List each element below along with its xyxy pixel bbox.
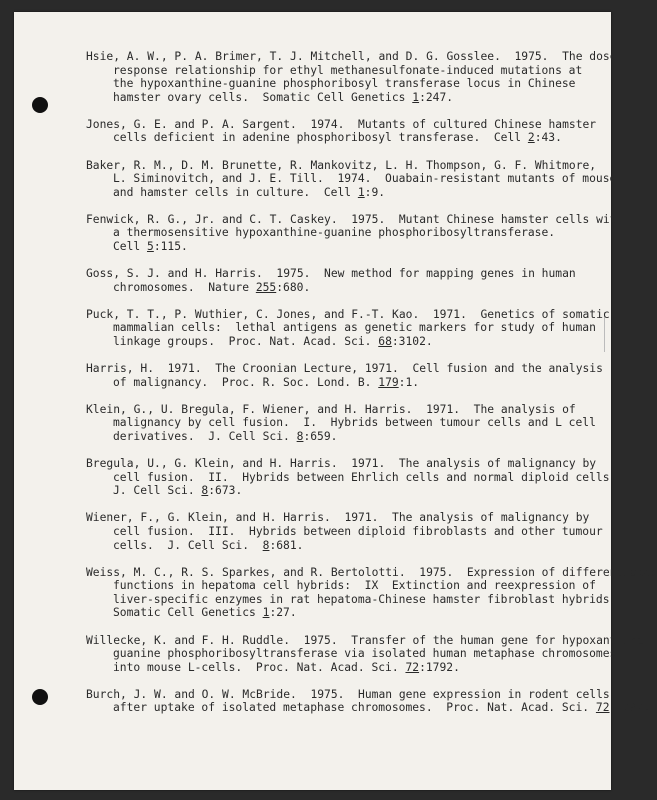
reference-text: L. Siminovitch, and J. E. Till. 1974. Ouabain-resistant mutants of mouse (113, 172, 617, 186)
reference-line (86, 267, 601, 281)
volume-number: 1 (262, 606, 270, 620)
reference-text: cells deficient in adenine phosphoribosyl transferase. Cell (113, 131, 528, 145)
reference-line (86, 403, 601, 417)
reference-line (86, 64, 601, 78)
reference-text: Klein, G., U. Bregula, F. Wiener, and H. Harris. 1971. The analysis of (86, 402, 576, 416)
reference-text: into mouse L-cells. Proc. Nat. Acad. Sci. (113, 660, 406, 674)
reference-line (86, 376, 601, 390)
reference-text: Goss, S. J. and H. Harris. 1975. New method for mapping genes in human (86, 267, 576, 281)
reference-text: :247. (419, 90, 454, 104)
document-page (14, 12, 657, 790)
reference-entry (86, 511, 601, 552)
reference-line (86, 430, 601, 444)
reference-text: Wiener, F., G. Klein, and H. Harris. 1971. The analysis of malignancy by (86, 511, 590, 525)
punch-hole-bottom (32, 689, 48, 705)
reference-text: Baker, R. M., D. M. Brunette, R. Mankovitz, L. H. Thompson, G. F. Whitmore, (86, 158, 597, 172)
reference-text: :1. (398, 375, 420, 389)
reference-line (86, 321, 601, 335)
reference-entry (86, 118, 601, 145)
punch-hole-top (32, 97, 48, 113)
reference-text: Willecke, K. and F. H. Ruddle. 1975. Transfer of the human gene for hypoxanthine- (86, 633, 651, 647)
reference-text: Bregula, U., G. Klein, and H. Harris. 1971. The analysis of malignancy by (86, 457, 597, 471)
reference-entry (86, 267, 601, 294)
reference-line (86, 281, 601, 295)
reference-text: Fenwick, R. G., Jr. and C. T. Caskey. 1975. Mutant Chinese hamster cells with (86, 212, 624, 226)
reference-text: Jones, G. E. and P. A. Sargent. 1974. Mutants of cultured Chinese hamster (86, 117, 597, 131)
reference-line (86, 118, 601, 132)
volume-number: 1 (357, 185, 365, 199)
reference-text: chromosomes. Nature (113, 280, 256, 294)
reference-text: derivatives. J. Cell Sci. (113, 429, 297, 443)
volume-number: 255 (255, 280, 277, 294)
reference-line (86, 606, 601, 620)
volume-number: 72 (595, 701, 610, 715)
reference-text: Weiss, M. C., R. S. Sparkes, and R. Bertolotti. 1975. Expression of differentiated (86, 565, 657, 579)
reference-text: :9. (364, 185, 386, 199)
reference-line (86, 525, 601, 539)
reference-text: :680. (276, 280, 311, 294)
reference-text: J. Cell Sci. (113, 484, 202, 498)
reference-text: response relationship for ethyl methanesulfonate-induced mutations at (113, 63, 583, 77)
reference-entry (86, 158, 617, 200)
reference-text: functions in hepatoma cell hybrids: IX Extinction and reexpression of (113, 579, 596, 593)
reference-line (86, 633, 651, 648)
reference-line (86, 159, 601, 173)
reference-text: a thermosensitive hypoxanthine-guanine phosphoribosyltransferase. (113, 226, 556, 240)
reference-line (86, 186, 601, 200)
reference-text: mammalian cells: lethal antigens as genetic markers for study of human (113, 321, 596, 335)
reference-text: malignancy by cell fusion. I. Hybrids between tumour cells and L cell (113, 416, 596, 430)
reference-entry (86, 403, 601, 444)
reference-text: of malignancy. Proc. R. Soc. Lond. B. (113, 375, 379, 389)
reference-line (86, 131, 601, 145)
reference-text: Somatic Cell Genetics (113, 606, 263, 620)
reference-text: cell fusion. III. Hybrids between diploid fibroblasts and other tumour (113, 524, 603, 538)
reference-text: :1797. (609, 701, 651, 715)
reference-line (86, 362, 601, 376)
volume-number: 179 (378, 375, 399, 389)
reference-line (86, 539, 601, 553)
reference-text: Puck, T. T., P. Wuthier, C. Jones, and F.-T. Kao. 1971. Genetics of somatic (86, 307, 610, 321)
reference-text: :43. (534, 131, 562, 145)
reference-line (86, 416, 601, 430)
reference-line (86, 565, 657, 580)
reference-entry (86, 307, 610, 349)
reference-text: hamster ovary cells. Somatic Cell Genetics (113, 90, 413, 104)
volume-number: 8 (296, 429, 304, 443)
volume-number: 68 (378, 335, 392, 348)
reference-text: after uptake of isolated metaphase chromosomes. Proc. Nat. Acad. Sci. (113, 701, 596, 715)
reference-line (86, 647, 617, 661)
reference-line (86, 701, 651, 715)
reference-text: guanine phosphoribosyltransferase via isolated human metaphase chromosomes (113, 647, 617, 661)
reference-text: :1792. (419, 660, 460, 674)
reference-entry (86, 362, 601, 389)
reference-text: the hypoxanthine-guanine phosphoribosyl transferase locus in Chinese (113, 77, 576, 91)
reference-entry (86, 457, 617, 498)
volume-number: 5 (147, 240, 154, 254)
reference-line (86, 172, 617, 186)
reference-entry (86, 687, 651, 715)
reference-line (86, 579, 601, 593)
reference-text: cells. J. Cell Sci. (113, 538, 263, 552)
reference-line (86, 240, 601, 254)
reference-text: linkage groups. Proc. Nat. Acad. Sci. (113, 335, 379, 348)
reference-text: and hamster cells in culture. Cell (113, 185, 358, 199)
reference-text: :659. (303, 429, 338, 443)
reference-line (86, 661, 601, 675)
reference-line (86, 484, 601, 498)
reference-entry (86, 212, 624, 254)
volume-number: 72 (405, 660, 420, 674)
reference-text: :673. (208, 484, 243, 498)
volume-number: 8 (201, 484, 209, 498)
reference-text: :27. (269, 606, 297, 620)
reference-text: Hsie, A. W., P. A. Brimer, T. J. Mitchell, and D. G. Gosslee. 1975. The dose- (86, 50, 624, 63)
reference-text: :681. (269, 538, 304, 552)
reference-line (86, 592, 617, 607)
reference-line (86, 457, 601, 471)
reference-line (86, 687, 610, 702)
reference-line (86, 226, 601, 240)
reference-line (86, 212, 624, 227)
reference-list (86, 50, 657, 728)
reference-text: Burch, J. W. and O. W. McBride. 1975. Human gene expression in rodent cells (86, 687, 610, 701)
reference-entry (86, 633, 651, 675)
reference-line (86, 307, 610, 322)
reference-entry (86, 565, 657, 620)
reference-text: cell fusion. II. Hybrids between Ehrlich cells and normal diploid cells. (113, 470, 617, 484)
reference-text: Cell (113, 240, 148, 254)
reference-line (86, 77, 601, 91)
reference-line (86, 511, 601, 525)
reference-line (86, 91, 601, 105)
reference-text: :3102. (391, 335, 433, 348)
reference-line (86, 335, 601, 349)
reference-entry (86, 50, 624, 104)
volume-number: 8 (262, 538, 270, 552)
volume-number: 2 (527, 131, 535, 145)
volume-number: 1 (412, 90, 420, 104)
reference-text: :115. (153, 240, 188, 254)
reference-line (86, 50, 624, 64)
reference-line (86, 470, 617, 485)
reference-text: Harris, H. 1971. The Croonian Lecture, 1971. Cell fusion and the analysis (86, 362, 603, 376)
reference-text: liver-specific enzymes in rat hepatoma-Chinese hamster fibroblast hybrids. (113, 592, 617, 606)
